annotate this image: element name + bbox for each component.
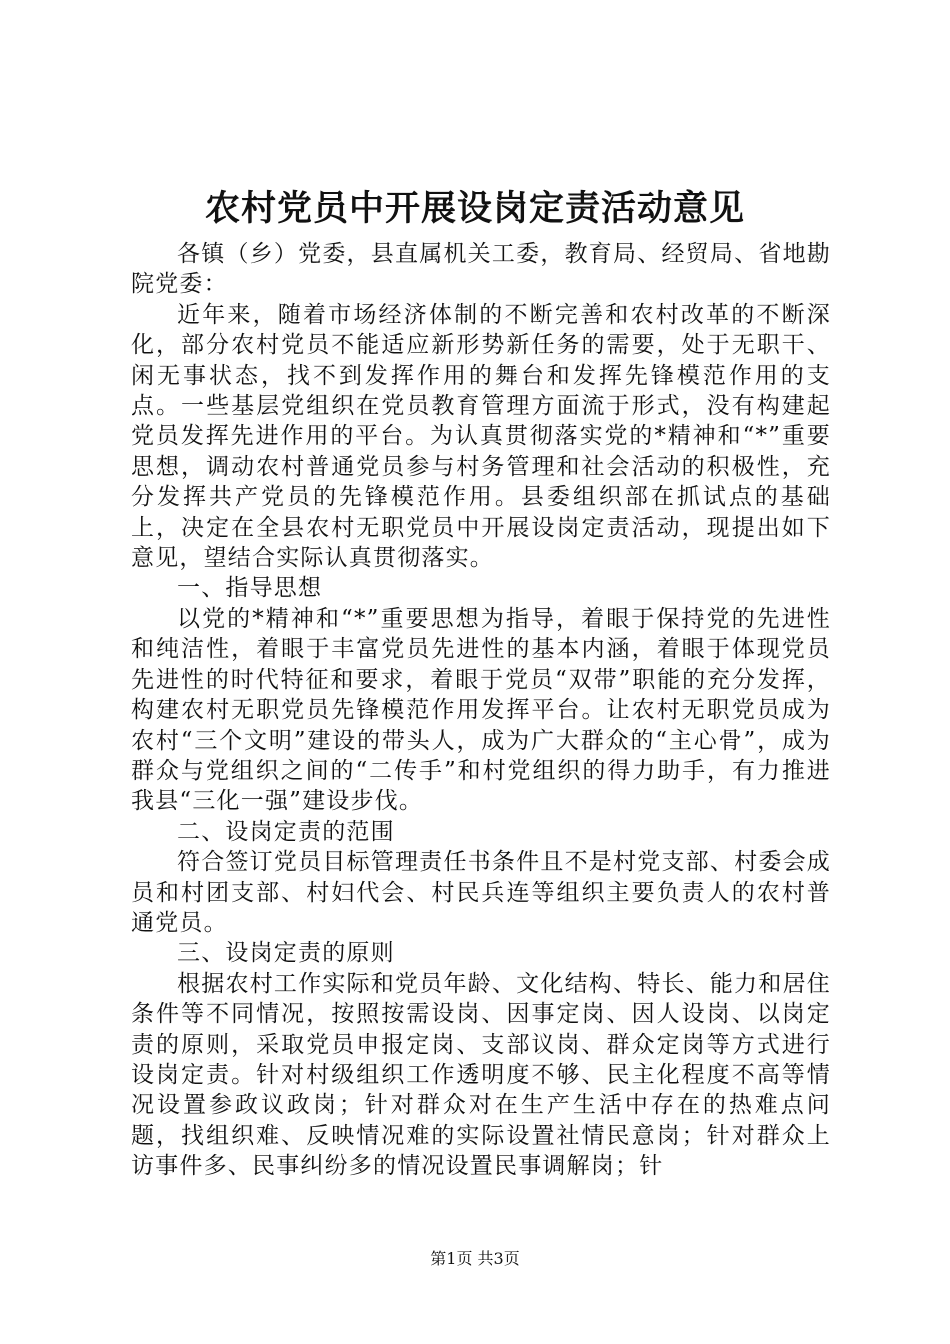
salutation-paragraph: 各镇（乡）党委，县直属机关工委，教育局、经贸局、省地勘院党委： bbox=[131, 241, 831, 298]
section-heading-scope: 二、设岗定责的范围 bbox=[177, 818, 395, 845]
intro-paragraph: 近年来，随着市场经济体制的不断完善和农村改革的不断深化，部分农村党员不能适应新形势新任务的需要，处于无职干、闲无事状态，找不到发挥作用的舞台和发挥先锋模范作用的支点。一些基层党组织在党员教育管理方面流于形式，没有构建起党员发挥先进作用的平台。为认真贯彻落实党的*精神和“*”重要思想，调动农村普通党员参与村务管理和社会活动的积极性，充分发挥共产党员的先锋模范作用。县委组织部在抓试点的基础上，决定在全县农村无职党员中开展设岗定责活动，现提出如下意见，望结合实际认真贯彻落实。 bbox=[131, 301, 831, 572]
section-heading-guiding-ideology: 一、指导思想 bbox=[177, 575, 323, 602]
principles-paragraph: 根据农村工作实际和党员年龄、文化结构、特长、能力和居住条件等不同情况，按照按需设岗、因事定岗、因人设岗、以岗定责的原则，采取党员申报定岗、支部议岗、群众定岗等方式进行设岗定责。针对村级组织工作透明度不够、民主化程度不高等情况设置参政议政岗；针对群众对在生产生活中存在的热难点问题，找组织难、反映情况难的实际设置社情民意岗；针对群众上访事件多、民事纠纷多的情况设置民事调解岗；针 bbox=[131, 970, 831, 1180]
guiding-ideology-paragraph: 以党的*精神和“*”重要思想为指导，着眼于保持党的先进性和纯洁性，着眼于丰富党员先进性的基本内涵，着眼于体现党员先进性的时代特征和要求，着眼于党员“双带”职能的充分发挥，构建农村无职党员先锋模范作用发挥平台。让农村无职党员成为农村“三个文明”建设的带头人，成为广大群众的“主心骨”，成为群众与党组织之间的“二传手”和村党组织的得力助手，有力推进我县“三化一强”建设步伐。 bbox=[131, 605, 831, 815]
page-number-footer: 第1页 共3页 bbox=[430, 1249, 520, 1268]
document-title: 农村党员中开展设岗定责活动意见 bbox=[204, 188, 745, 229]
document-body bbox=[131, 239, 831, 1182]
section-heading-principles: 三、设岗定责的原则 bbox=[177, 940, 395, 967]
scope-paragraph: 符合签订党员目标管理责任书条件且不是村党支部、村委会成员和村团支部、村妇代会、村民兵连等组织主要负责人的农村普通党员。 bbox=[131, 849, 831, 936]
